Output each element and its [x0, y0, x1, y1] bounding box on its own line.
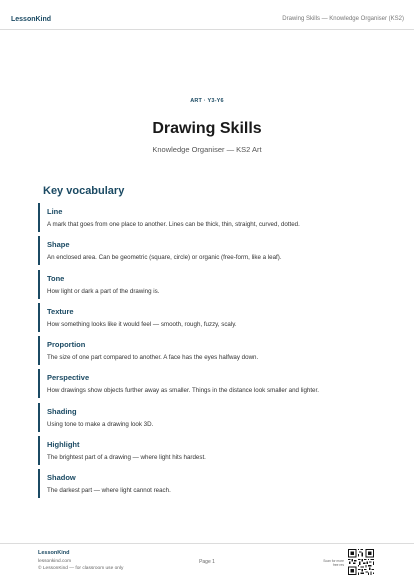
footer-brand: LessonKind	[38, 550, 70, 556]
qr-caption: Scan for more free res	[323, 559, 344, 567]
page-title: Drawing Skills	[152, 120, 262, 137]
footer-copyright: © LessonKind — for classroom use only	[38, 566, 124, 571]
vocab-term: Texture	[47, 306, 74, 316]
vocab-definition: How light or dark a part of the drawing is.	[47, 287, 160, 295]
footer-website-link[interactable]: lessonkind.com	[38, 559, 72, 564]
vocab-term: Shape	[47, 240, 70, 250]
document-header-title: Drawing Skills — Knowledge Organiser (KS2)	[282, 16, 404, 22]
vocab-term: Line	[47, 207, 63, 216]
vocab-term: Highlight	[47, 440, 80, 450]
section-heading-key-vocabulary: Key vocabulary	[43, 185, 125, 197]
vocab-item-shading	[38, 403, 376, 432]
subject-tag: ART · Y3-Y6	[190, 98, 224, 104]
vocab-term: Shadow	[47, 473, 76, 483]
vocab-item-highlight	[38, 436, 376, 465]
vocab-definition: A mark that goes from one place to another. Lines can be thick, thin, straight, curved, dotted.	[47, 221, 300, 228]
vocab-item-perspective	[38, 369, 376, 398]
vocab-item-shape	[38, 236, 376, 265]
vocabulary-list	[38, 203, 376, 503]
vocab-term: Shading	[47, 406, 77, 416]
vocab-definition: Using tone to make a drawing look 3D.	[47, 420, 154, 428]
vocab-item-line	[38, 203, 376, 232]
page-subtitle: Knowledge Organiser — KS2 Art	[152, 145, 262, 154]
vocab-definition: How something looks like it would feel — smooth, rough, fuzzy, scaly.	[47, 320, 237, 328]
top-bar	[0, 0, 414, 30]
footer-divider	[0, 543, 414, 544]
vocab-item-proportion	[38, 336, 376, 365]
vocab-definition: The brightest part of a drawing — where light hits hardest.	[47, 454, 206, 462]
vocab-definition: The size of one part compared to another. A face has the eyes halfway down.	[47, 354, 259, 362]
vocab-item-texture	[38, 303, 376, 332]
page-number: Page 1	[199, 559, 215, 565]
vocab-item-tone	[38, 270, 376, 299]
vocab-definition: How drawings show objects further away as smaller. Things in the distance look smaller and lighter.	[47, 387, 319, 395]
brand-name[interactable]: LessonKind	[11, 16, 52, 23]
vocab-definition: The darkest part — where light cannot reach.	[47, 487, 171, 495]
vocab-item-shadow	[38, 469, 376, 498]
vocab-definition: An enclosed area. Can be geometric (square, circle) or organic (free-form, like a leaf).	[47, 254, 282, 262]
vocab-term: Perspective	[47, 373, 90, 383]
vocab-term: Tone	[47, 273, 65, 283]
vocab-term: Proportion	[47, 340, 86, 350]
qr-code-icon[interactable]	[348, 549, 374, 575]
